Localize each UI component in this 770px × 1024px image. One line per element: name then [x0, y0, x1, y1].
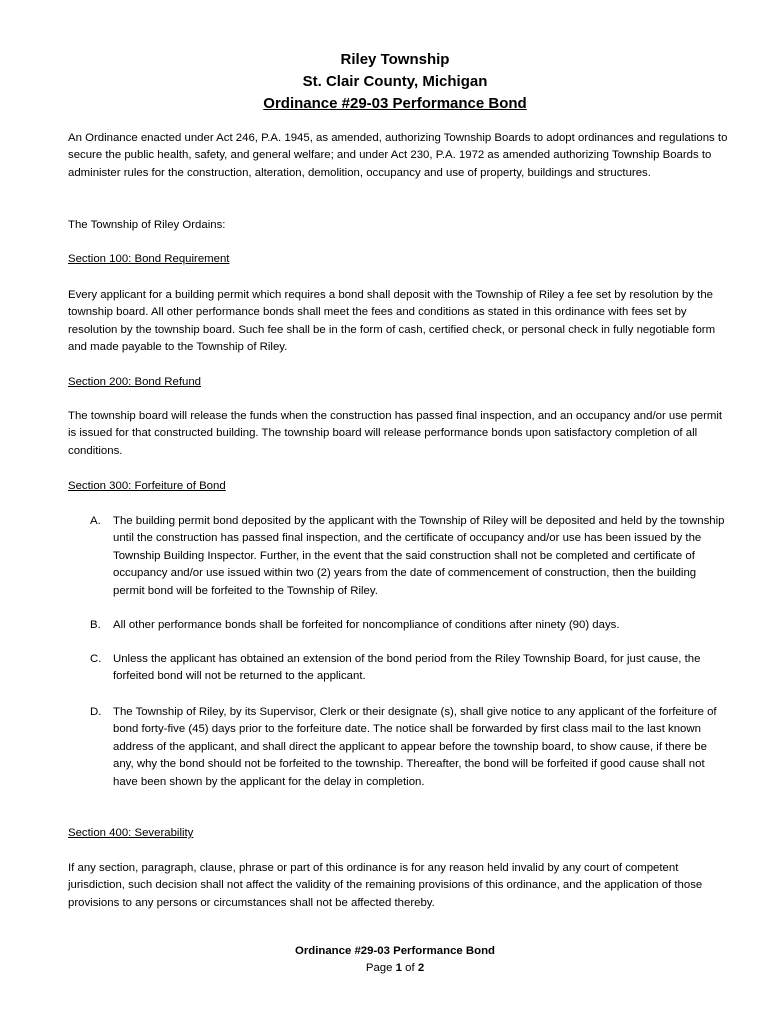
list-item-text: All other performance bonds shall be forfeited for noncompliance of conditions after ninety (90) days.	[113, 619, 620, 631]
page-indicator	[0, 960, 770, 977]
ordains-line: The Township of Riley Ordains:	[68, 219, 226, 231]
page-word: Page	[365, 962, 393, 974]
list-item-d	[90, 704, 730, 791]
section-400-heading: Section 400: Severability	[68, 827, 194, 839]
page-number: 1	[395, 962, 402, 974]
footer-title: Ordinance #29-03 Performance Bond	[294, 945, 496, 957]
list-item-b	[90, 617, 730, 634]
township-title: Riley Township	[340, 51, 450, 68]
ordinance-title: Ordinance #29-03 Performance Bond	[263, 95, 527, 112]
list-item-label: C.	[90, 653, 102, 665]
list-item-c	[90, 651, 730, 686]
section-100-text: Every applicant for a building permit which requires a bond shall deposit with the Township of Riley a fee set by resolution by the township board. All other performance bonds shall meet the fees and conditions as stated in this ordinance with fees set by resolution by the township board. Such fee shall be in the form of cash, certified check, or personal check in fully negotiable form and made payable to the Township of Riley.	[68, 289, 716, 354]
of-word: of	[405, 962, 415, 974]
county-title: St. Clair County, Michigan	[302, 73, 488, 90]
section-200-heading: Section 200: Bond Refund	[68, 376, 201, 388]
list-item-label: B.	[90, 619, 101, 631]
document-header	[0, 49, 770, 115]
list-item-text: The building permit bond deposited by the applicant with the Township of Riley will be deposited and held by the township until the construction has passed final inspection, and the certificate of occupancy and/or use has been issued by the Township Building Inspector. Further, in the event that the said construction shall not be completed and certificate of occupancy and/or use issued within two (2) years from the date of commencement of construction, then the building permit bond will be forfeited to the Township of Riley.	[113, 515, 725, 597]
section-400-text: If any section, paragraph, clause, phrase or part of this ordinance is for any reason held invalid by any court of competent jurisdiction, such decision shall not affect the validity of the remaining provisions of this ordinance, and the application of those provisions to any persons or circumstances shall not be affected thereby.	[68, 862, 703, 909]
page-footer	[0, 943, 770, 977]
page-total: 2	[417, 962, 425, 974]
section-300-heading: Section 300: Forfeiture of Bond	[68, 480, 226, 492]
intro-paragraph: An Ordinance enacted under Act 246, P.A. 1945, as amended, authorizing Township Boards to adopt ordinances and regulations to secure the public health, safety, and general welfare; and under Act 230, P.A. 1972 as amended authorizing Township Boards to administer rules for the construction, alteration, demolition, occupancy and use of property, buildings and structures.	[68, 132, 728, 179]
list-item-text: Unless the applicant has obtained an extension of the bond period from the Riley Township Board, for just cause, the forfeited bond will not be returned to the applicant.	[113, 653, 701, 683]
list-item-label: D.	[90, 706, 102, 718]
list-item-text: The Township of Riley, by its Supervisor, Clerk or their designate (s), shall give notice to any applicant of the forfeiture of bond forty-five (45) days prior to the forfeiture date. The notice shall be forwarded by first class mail to the last known address of the applicant, and shall direct the applicant to appear before the township board, to show cause, if there be any, why the bond should not be forfeited to the township. Thereafter, the bond will be forfeited if good cause shall not have been shown by the applicant for the delay in completion.	[113, 706, 717, 788]
section-100-heading: Section 100: Bond Requirement	[68, 253, 230, 265]
section-200-text: The township board will release the funds when the construction has passed final inspection, and an occupancy and/or use permit is issued for that constructed building. The township board will release performance bonds upon satisfactory completion of all conditions.	[68, 410, 723, 457]
list-item-label: A.	[90, 515, 101, 527]
list-item-a	[90, 513, 730, 600]
